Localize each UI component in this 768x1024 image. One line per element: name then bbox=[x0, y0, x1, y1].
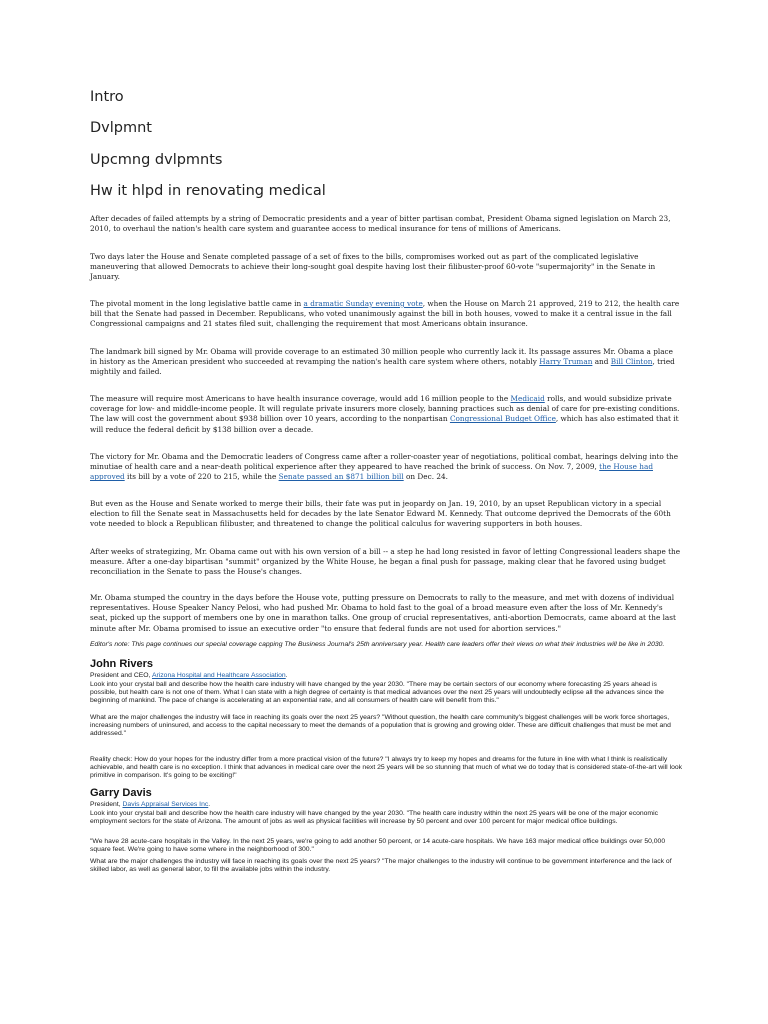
link-arizona-hospital-association[interactable]: Arizona Hospital and Healthcare Association bbox=[151, 672, 286, 679]
link-harry-truman[interactable]: Harry Truman bbox=[539, 357, 593, 367]
heading-renovating-medical: Hw it hlpd in renovating medical bbox=[90, 183, 326, 199]
paragraph-4: The landmark bill signed by Mr. Obama will provide coverage to an estimated 30 million people who currently lack it. Its passage assures Mr. Obama a place in history as the American president who succeeded at revamping the nation's health care system where others, notably Harry Truman and Bill Clinton, tried mightily and failed. bbox=[90, 347, 675, 377]
link-senate-passed-bill[interactable]: Senate passed an $871 billion bill bbox=[278, 472, 404, 482]
paragraph-9: Mr. Obama stumped the country in the days before the House vote, putting pressure on Democrats to rally to the measure, and met with dozens of individual representatives. House Speaker Nancy Pelosi, who had pushed Mr. Obama to hold fast to the goal of a broad measure even after the loss of Mr. Kennedy's seat, picked up the support of members one by one in marathon talks. One group of crucial representatives, anti-abortion Democrats, came aboard at the last minute after Mr. Obama promised to issue an executive order "to ensure that federal funds are not used for abortion services." bbox=[90, 593, 676, 633]
link-house-had-approved[interactable]: the House had approved bbox=[90, 462, 653, 482]
person-title-garry-davis: President, Davis Appraisal Services Inc. bbox=[90, 801, 211, 808]
link-sunday-evening-vote[interactable]: a dramatic Sunday evening vote bbox=[303, 299, 423, 308]
editor-note: Editor's note: This page continues our special coverage capping The Business Journal's 25th anniversary year. Health care leaders offer their views on what their industries will be like in 2030. bbox=[90, 641, 665, 648]
qa-garry-davis-2: "We have 28 acute-care hospitals in the Valley. In the next 25 years, we're going to add another 50 percent, or 14 acute-care hospitals. We have 163 major medical office buildings over 50,000 square feet. We're going to have some where in the neighborhood of 300." bbox=[90, 838, 666, 854]
person-name-john-rivers: John Rivers bbox=[90, 658, 153, 670]
paragraph-5: The measure will require most Americans to have health insurance coverage, would add 16 million people to the Medicaid rolls, and would subsidize private coverage for low- and middle-income people. It will regulate private insurers more closely, banning practices such as denial of care for pre-existing conditions. The law will cost the government about $938 billion over 10 years, according to the nonpartisan Congressional Budget Office, which has also estimated that it will reduce the federal deficit by $138 billion over a decade. bbox=[90, 394, 680, 434]
paragraph-1: After decades of failed attempts by a string of Democratic presidents and a year of bitter partisan combat, President Obama signed legislation on March 23, 2010, to overhaul the nation's health care system and guarantee access to medical insurance for tens of millions of Americans. bbox=[90, 214, 671, 234]
person-name-garry-davis: Garry Davis bbox=[90, 787, 152, 799]
link-medicaid[interactable]: Medicaid bbox=[510, 394, 545, 403]
paragraph-2: Two days later the House and Senate completed passage of a set of fixes to the bills, compromises worked out as part of the complicated legislative maneuvering that allowed Democrats to achieve their long-sought goal despite having lost their filibuster-proof 60-vote "supermajority" in the Senate in January. bbox=[90, 252, 656, 282]
link-congressional-budget-office[interactable]: Congressional Budget Office bbox=[449, 414, 556, 424]
qa-john-rivers-2: What are the major challenges the industry will face in reaching its goals over the next 25 years? "Without question, the health care community's biggest challenges will be work force shortages, increasing numbers of uninsured, and access to the capital necessary to meet the demands of a population that is growing and growing older. These are difficult challenges that must be met and addressed." bbox=[90, 714, 671, 738]
heading-development: Dvlpmnt bbox=[90, 120, 152, 136]
paragraph-3: The pivotal moment in the long legislative battle came in a dramatic Sunday evening vote, when the House on March 21 approved, 219 to 212, the health care bill that the Senate had passed in December. Republicans, who voted unanimously against the bill in both houses, vowed to make it a central issue in the fall Congressional campaigns and 21 states filed suit, challenging the requirement that most Americans obtain insurance. bbox=[90, 299, 680, 329]
paragraph-7: But even as the House and Senate worked to merge their bills, their fate was put in jeopardy on Jan. 19, 2010, by an upset Republican victory in a special election to fill the Senate seat in Massachusetts held for decades by the late Senator Edward M. Kennedy. That outcome deprived the Democrats of the 60th vote needed to block a Republican filibuster, and threatened to change the political calculus for wavering supporters in both houses. bbox=[90, 499, 671, 529]
person-title-john-rivers: President and CEO, Arizona Hospital and Healthcare Association. bbox=[90, 672, 288, 679]
qa-garry-davis-1: Look into your crystal ball and describe how the health care industry will have changed by the year 2030. "The health care industry within the next 25 years will be one of the major economic employment sectors for the state of Arizona. The amount of jobs as well as physical facilities will increase by 50 percent and over 100 percent for major medical office buildings. bbox=[90, 810, 659, 826]
qa-garry-davis-3: What are the major challenges the industry will face in reaching its goals over the next 25 years? "The major challenges to the industry will continue to be government interference and the lack of skilled labor, as well as general labor, to fill the available jobs within the industry. bbox=[90, 858, 672, 874]
heading-intro: Intro bbox=[90, 89, 124, 105]
paragraph-6: The victory for Mr. Obama and the Democratic leaders of Congress came after a roller-coaster year of negotiations, political combat, hearings delving into the minutiae of health care and a near-death political experience after they appeared to have reached the brink of success. On Nov. 7, 2009, the House had approved its bill by a vote of 220 to 215, while the Senate passed an $871 billion bill on Dec. 24. bbox=[90, 452, 679, 482]
link-bill-clinton[interactable]: Bill Clinton bbox=[610, 357, 653, 367]
link-davis-appraisal-services[interactable]: Davis Appraisal Services Inc bbox=[122, 801, 209, 808]
heading-upcoming-developments: Upcmng dvlpmnts bbox=[90, 152, 223, 168]
paragraph-8: After weeks of strategizing, Mr. Obama came out with his own version of a bill -- a step he had long resisted in favor of letting Congressional leaders shape the measure. After a one-day bipartisan "summit" organized by the White House, he began a final push for passage, making clear that he favored using budget reconciliation in the Senate to pass the House's changes. bbox=[90, 547, 681, 577]
qa-john-rivers-3: Reality check: How do your hopes for the industry differ from a more practical vision of the future? "I always try to keep my hopes and dreams for the future in line with what I think is realistically achievable, and health care is no exception. I think that advances in medical care over the next 25 years will be so stunning that much of what we do today that is considered state-of-the-art will look primitive in comparison. It's going to be exciting!" bbox=[90, 756, 683, 780]
qa-john-rivers-1: Look into your crystal ball and describe how the health care industry will have changed by the year 2030. "There may be certain sectors of our economy where forecasting 25 years ahead is possible, but health care is not one of them. What I can state with a high degree of certainty is that medical advances over the next 25 years will undoubtedly eclipse all the advances since the beginning of mankind. The pace of change is accelerating at an exponential rate, and all consumers of health care will benefit from this." bbox=[90, 681, 664, 705]
